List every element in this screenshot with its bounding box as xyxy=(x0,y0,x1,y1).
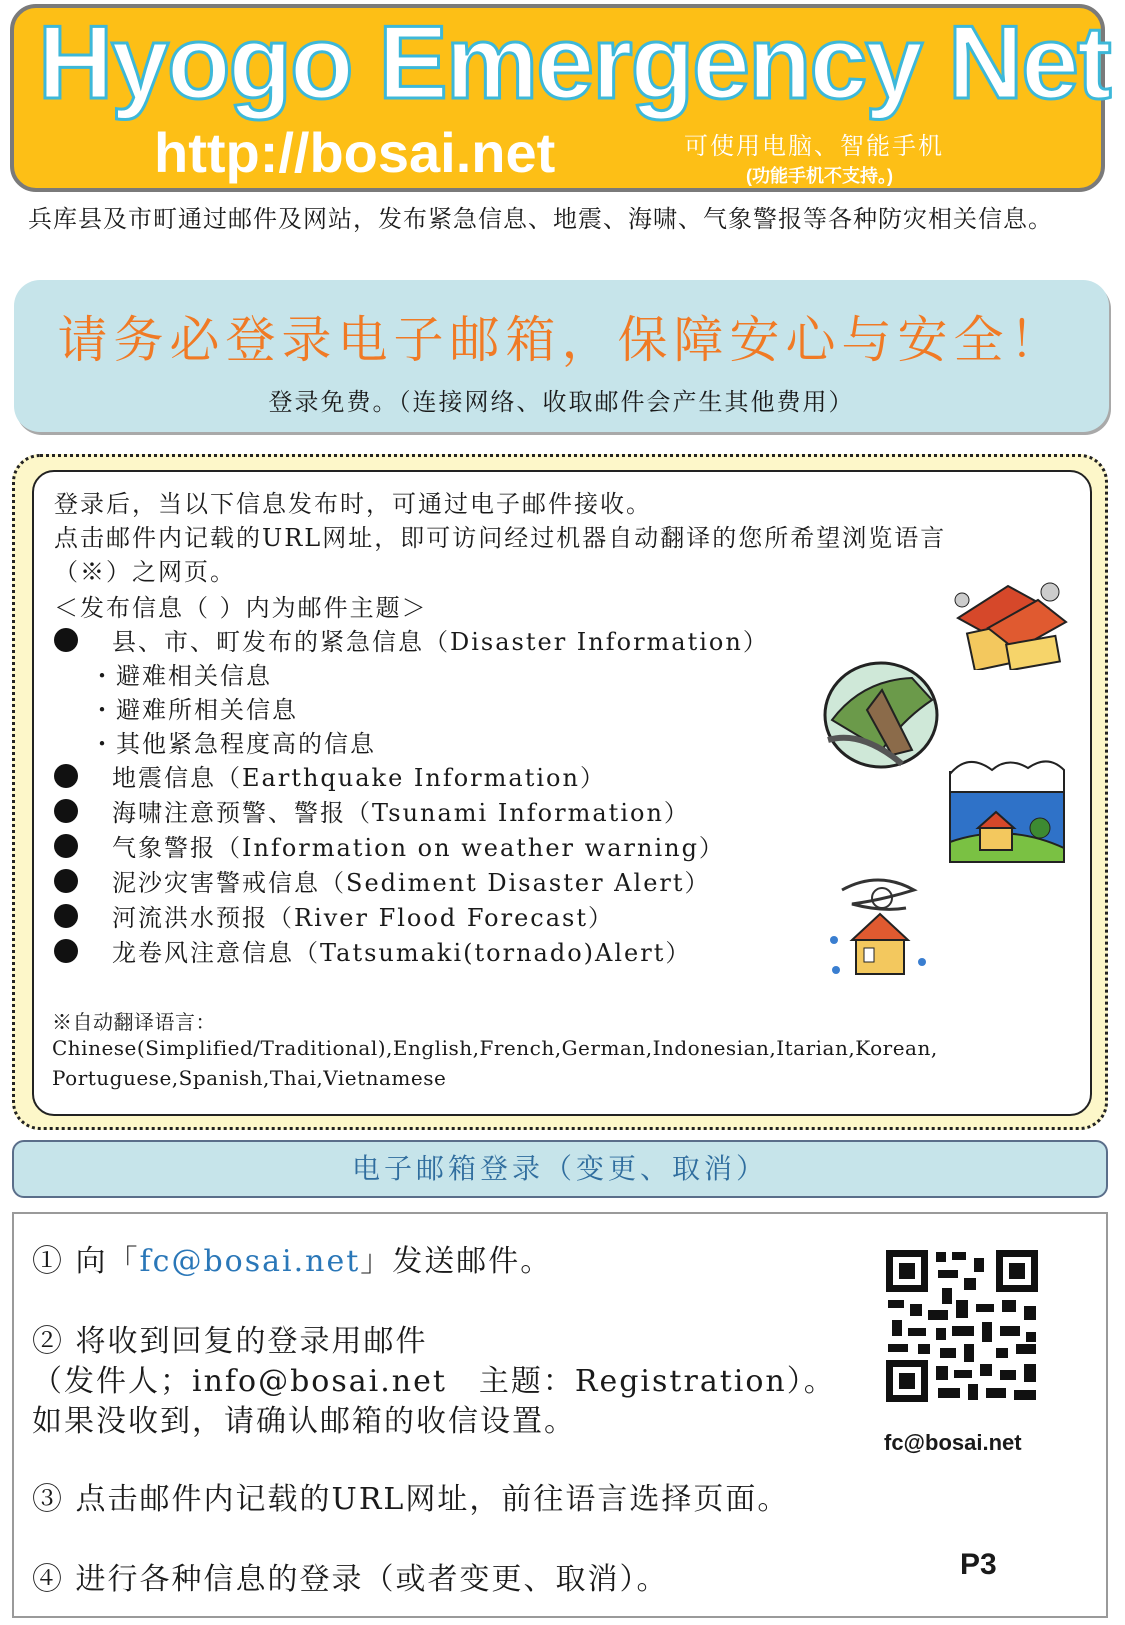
info-line-3: （※）之网页。 xyxy=(54,558,236,586)
site-title: Hyogo Emergency Net xyxy=(38,5,1110,121)
step-2-sender: （发件人；info@bosai.net 主题：Registration）。 xyxy=(32,1364,836,1399)
tornado-house-icon xyxy=(822,870,934,982)
bullet-icon xyxy=(54,764,78,788)
qr-caption: fc@bosai.net xyxy=(884,1430,1022,1455)
email-link[interactable]: fc@bosai.net xyxy=(139,1244,361,1279)
step-3: ③ 点击邮件内记载的URL网址，前往语言选择页面。 xyxy=(32,1482,790,1517)
info-line-1: 登录后，当以下信息发布时，可通过电子邮件接收。 xyxy=(54,490,652,518)
list-item: 海啸注意预警、警报（Tsunami Information） xyxy=(112,799,690,827)
device-note-sub: (功能手机不支持。) xyxy=(746,166,893,186)
register-subtitle: 登录免费。（连接网络、收取邮件会产生其他费用） xyxy=(268,388,855,416)
list-item-disaster: 县、市、町发布的紧急信息（Disaster Information） xyxy=(112,628,769,656)
language-list-cont: Portuguese,Spanish,Thai,Vietnamese xyxy=(52,1066,447,1090)
device-note: 可使用电脑、智能手机 xyxy=(684,132,944,160)
register-title: 请务必登录电子邮箱，保障安心与安全！ xyxy=(57,311,1066,369)
bullet-icon xyxy=(54,869,78,893)
step-2: ② 将收到回复的登录用邮件 xyxy=(32,1324,428,1359)
list-item: 地震信息（Earthquake Information） xyxy=(112,764,606,792)
step-2-note: 如果没收到，请确认邮箱的收信设置。 xyxy=(32,1404,576,1439)
list-item: 河流洪水预报（River Flood Forecast） xyxy=(112,904,615,932)
list-item: 气象警报（Information on weather warning） xyxy=(112,834,725,862)
intro-text: 兵库县及市町通过邮件及网站，发布紧急信息、地震、海啸、气象警报等各种防灾相关信息。 xyxy=(28,205,1053,233)
landslide-icon xyxy=(822,660,940,770)
step-1-suffix: 」发送邮件。 xyxy=(360,1244,553,1279)
info-line-2: 点击邮件内记载的URL网址，即可访问经过机器自动翻译的您所希望浏览语言 xyxy=(54,524,947,552)
bullet-icon xyxy=(54,834,78,858)
tsunami-icon xyxy=(948,752,1066,864)
sub-item: ・避难相关信息 xyxy=(90,662,272,690)
sub-item: ・其他紧急程度高的信息 xyxy=(90,730,376,758)
bullet-icon xyxy=(54,904,78,928)
bullet-icon xyxy=(54,799,78,823)
bullet-icon xyxy=(54,628,78,652)
language-label: ※自动翻译语言： xyxy=(52,1010,216,1034)
header-banner xyxy=(10,4,1110,192)
step-4: ④ 进行各种信息的登录（或者变更、取消）。 xyxy=(32,1562,669,1597)
qr-code-icon[interactable] xyxy=(884,1248,1040,1404)
register-banner xyxy=(14,280,1109,432)
step-1-prefix: ① 向「 xyxy=(32,1244,140,1279)
bullet-icon xyxy=(54,939,78,963)
step-1 xyxy=(32,1236,552,1280)
page-number: P3 xyxy=(960,1548,997,1581)
list-heading: ＜发布信息（ ）内为邮件主题＞ xyxy=(54,594,428,622)
list-item: 龙卷风注意信息（Tatsumaki(tornado)Alert） xyxy=(112,939,692,967)
site-url[interactable]: http://bosai.net xyxy=(154,121,556,184)
email-registration-header: 电子邮箱登录（变更、取消） xyxy=(12,1140,1108,1198)
language-list: Chinese(Simplified/Traditional),English,French,German,Indonesian,Itarian,Korean, xyxy=(52,1036,938,1060)
sub-item: ・避难所相关信息 xyxy=(90,696,298,724)
earthquake-house-icon xyxy=(948,578,1068,670)
list-item: 泥沙灾害警戒信息（Sediment Disaster Alert） xyxy=(112,869,711,897)
